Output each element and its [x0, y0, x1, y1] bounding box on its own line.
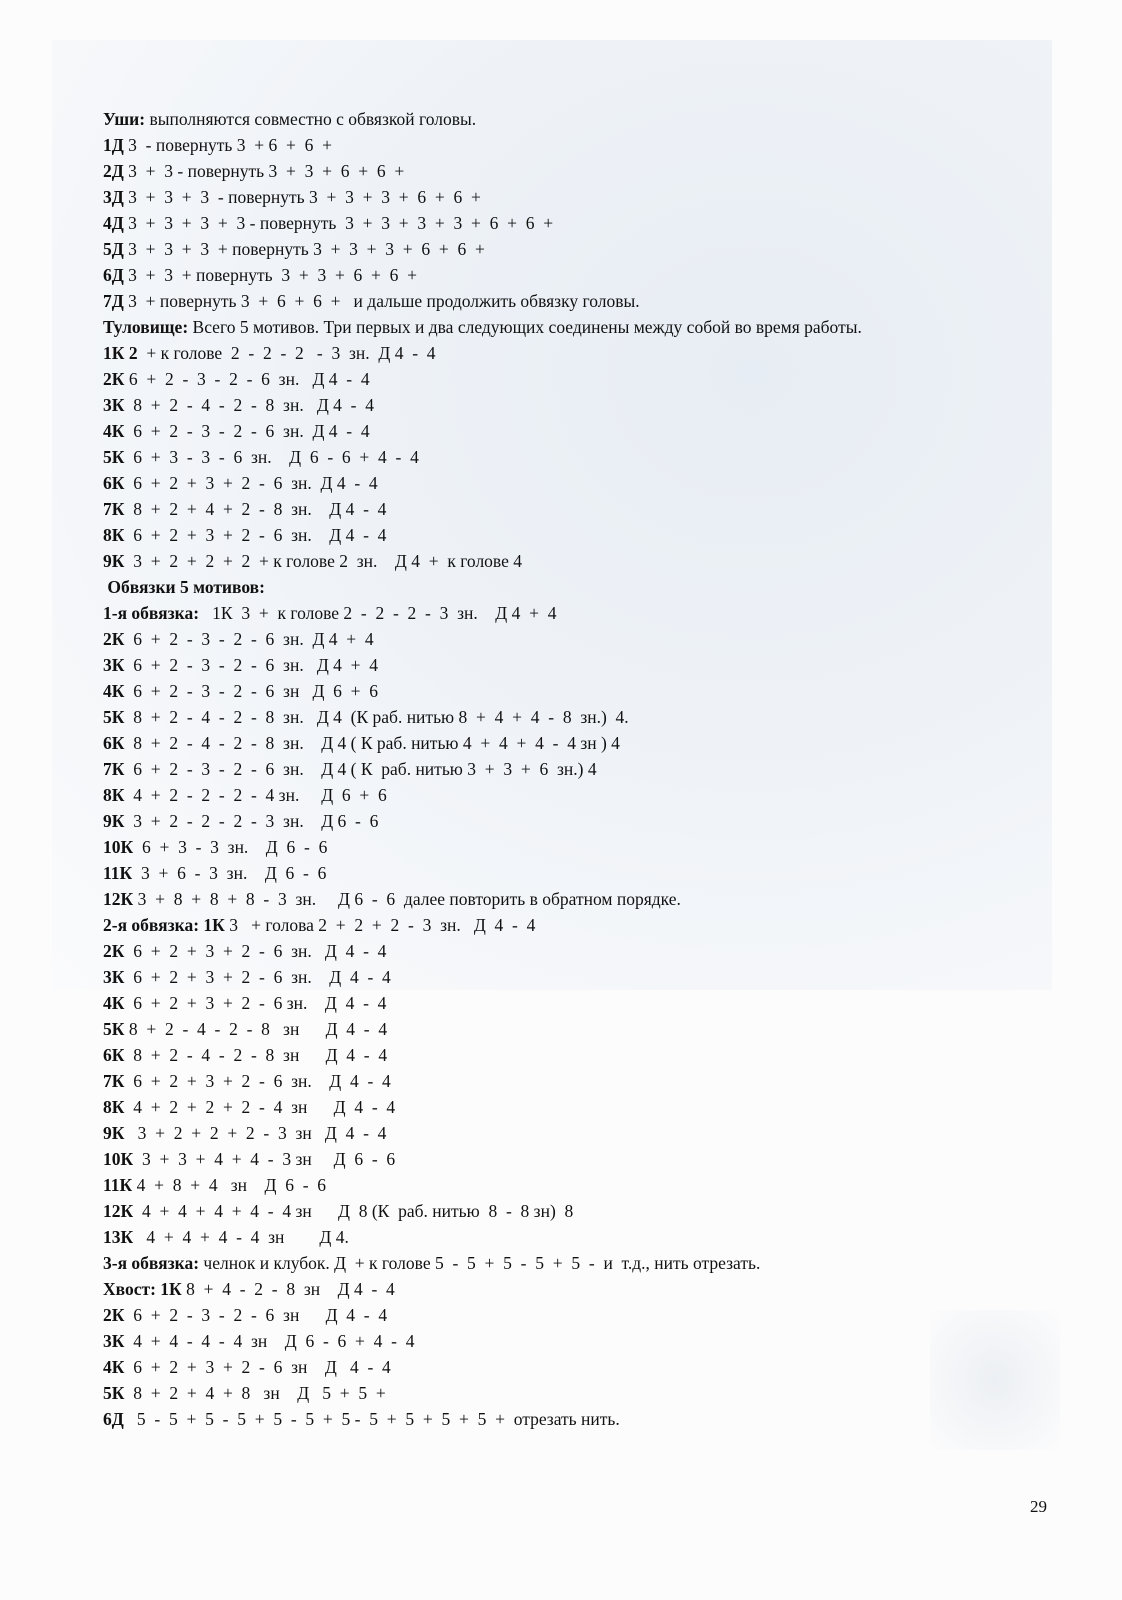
instruction-line: [103, 1302, 1073, 1328]
instruction-line: [103, 1406, 1073, 1432]
instruction-row-label: 1Д: [103, 135, 124, 155]
instruction-row-label: 3К: [103, 967, 125, 987]
instruction-row-label: 7Д: [103, 291, 124, 311]
instruction-row-text: 3 + 3 + 3 + повернуть 3 + 3 + 3 + 6 + 6 +: [123, 239, 485, 259]
instruction-row-label: 4К: [103, 681, 125, 701]
instruction-row-text: 6 + 2 - 3 - 2 - 6 зн. Д 4 - 4: [124, 421, 370, 441]
instruction-line: [103, 418, 1073, 444]
instruction-row-text: челнок и клубок. Д + к голове 5 - 5 + 5 - 5 + 5 - и т.д., нить отрезать.: [199, 1253, 761, 1273]
instruction-row-text: Всего 5 мотивов. Три первых и два следующих соединены между собой во время работы.: [188, 317, 862, 337]
instruction-line: [103, 704, 1073, 730]
instruction-line: [103, 444, 1073, 470]
instruction-row-text: 6 + 2 - 3 - 2 - 6 зн. Д 4 - 4: [124, 369, 370, 389]
instruction-row-label: 10К: [103, 1149, 134, 1169]
instruction-row-text: 4 + 2 - 2 - 2 - 4 зн. Д 6 + 6: [124, 785, 387, 805]
instruction-line: [103, 210, 1073, 236]
instruction-row-label: Хвост: 1К: [103, 1279, 182, 1299]
instruction-row-text: 6 + 2 + 3 + 2 - 6 зн. Д 4 - 4: [124, 967, 391, 987]
instruction-row-text: 6 + 2 + 3 + 2 - 6 зн. Д 4 - 4: [124, 941, 387, 961]
instruction-row-label: 7К: [103, 759, 125, 779]
instruction-row-text: 6 + 2 + 3 + 2 - 6 зн. Д 4 - 4: [124, 1071, 391, 1091]
instruction-line: [103, 132, 1073, 158]
instruction-row-text: 6 + 2 - 3 - 2 - 6 зн. Д 4 + 4: [124, 629, 374, 649]
instruction-line: [103, 782, 1073, 808]
instruction-line: [103, 1146, 1073, 1172]
instructions-text: [103, 106, 1073, 1432]
instruction-line: [103, 1198, 1073, 1224]
instruction-row-label: 3К: [103, 655, 125, 675]
instruction-line: [103, 990, 1073, 1016]
instruction-row-label: 5К: [103, 447, 125, 467]
instruction-line: [103, 158, 1073, 184]
instruction-row-text: 6 + 3 - 3 зн. Д 6 - 6: [133, 837, 328, 857]
instruction-row-text: 3 + 2 + 2 + 2 - 3 зн Д 4 - 4: [124, 1123, 387, 1143]
instruction-row-text: 6 + 2 - 3 - 2 - 6 зн. Д 4 + 4: [124, 655, 379, 675]
instruction-row-text: 8 + 4 - 2 - 8 зн Д 4 - 4: [181, 1279, 395, 1299]
instruction-row-text: 6 + 2 - 3 - 2 - 6 зн Д 4 - 4: [124, 1305, 388, 1325]
instruction-line: [103, 1016, 1073, 1042]
instruction-line: [103, 730, 1073, 756]
instruction-row-text: 6 + 2 + 3 + 2 - 6 зн. Д 4 - 4: [124, 473, 378, 493]
instruction-line: [103, 522, 1073, 548]
instruction-row-text: 3 + 6 - 3 зн. Д 6 - 6: [132, 863, 327, 883]
instruction-row-label: 1К 2: [103, 343, 138, 363]
instruction-row-label: 3-я обвязка:: [103, 1253, 200, 1273]
instruction-row-text: 3 + повернуть 3 + 6 + 6 + и дальше продолжить обвязку головы.: [123, 291, 640, 311]
instruction-row-text: 4 + 4 - 4 - 4 зн Д 6 - 6 + 4 - 4: [124, 1331, 415, 1351]
instruction-line: [103, 808, 1073, 834]
instruction-row-label: 5К: [103, 1383, 125, 1403]
instruction-line: [103, 236, 1073, 262]
instruction-row-label: 7К: [103, 499, 125, 519]
instruction-row-text: 3 + 2 + 2 + 2 + к голове 2 зн. Д 4 + к голове 4: [124, 551, 522, 571]
instruction-line: [103, 366, 1073, 392]
instruction-line: [103, 288, 1073, 314]
instruction-row-text: 8 + 2 + 4 + 2 - 8 зн. Д 4 - 4: [124, 499, 387, 519]
instruction-row-label: 4К: [103, 1357, 125, 1377]
instruction-row-label: 11К: [103, 1175, 133, 1195]
instruction-row-text: 3 + 8 + 8 + 8 - 3 зн. Д 6 - 6 далее повторить в обратном порядке.: [133, 889, 681, 909]
instruction-row-label: 9К: [103, 811, 125, 831]
instruction-line: [103, 496, 1073, 522]
instruction-row-text: 3 + 3 + 3 + 3 - повернуть 3 + 3 + 3 + 3 + 6 + 6 +: [123, 213, 554, 233]
instruction-line: [103, 262, 1073, 288]
instruction-row-text: 6 + 3 - 3 - 6 зн. Д 6 - 6 + 4 - 4: [124, 447, 419, 467]
instruction-row-text: 3 + 2 - 2 - 2 - 3 зн. Д 6 - 6: [124, 811, 379, 831]
instruction-row-text: 6 + 2 + 3 + 2 - 6 зн. Д 4 - 4: [124, 525, 387, 545]
instruction-line: [103, 678, 1073, 704]
instruction-line: [103, 1172, 1073, 1198]
instruction-row-label: 8К: [103, 785, 125, 805]
instruction-row-text: 3 + 3 + повернуть 3 + 3 + 6 + 6 +: [123, 265, 418, 285]
instruction-row-label: 12К: [103, 1201, 134, 1221]
instruction-line: [103, 1328, 1073, 1354]
instruction-row-label: Туловище:: [103, 317, 189, 337]
instruction-row-text: 8 + 2 - 4 - 2 - 8 зн. Д 4 ( К раб. нитью 4 + 4 + 4 - 4 зн ) 4: [124, 733, 620, 753]
instruction-row-text: 3 - повернуть 3 + 6 + 6 +: [123, 135, 333, 155]
instruction-row-label: 2Д: [103, 161, 124, 181]
instruction-line: [103, 1094, 1073, 1120]
instruction-row-label: 7К: [103, 1071, 125, 1091]
instruction-row-label: 6Д: [103, 265, 124, 285]
instruction-line: [103, 1250, 1073, 1276]
instruction-row-label: 5Д: [103, 239, 124, 259]
instruction-row-label: 4Д: [103, 213, 124, 233]
instruction-row-label: 4К: [103, 421, 125, 441]
instruction-row-label: 13К: [103, 1227, 134, 1247]
instruction-line: [103, 886, 1073, 912]
instruction-row-text: 6 + 2 - 3 - 2 - 6 зн Д 6 + 6: [124, 681, 379, 701]
instruction-row-label: 8К: [103, 1097, 125, 1117]
instruction-line: [103, 340, 1073, 366]
instruction-line: [103, 860, 1073, 886]
instruction-line: [103, 600, 1073, 626]
instruction-row-text: 3 + 3 + 3 - повернуть 3 + 3 + 3 + 6 + 6 +: [123, 187, 481, 207]
instruction-row-label: 2К: [103, 941, 125, 961]
instruction-row-text: 8 + 2 + 4 + 8 зн Д 5 + 5 +: [124, 1383, 386, 1403]
instruction-line: [103, 1354, 1073, 1380]
instruction-row-text: 4 + 8 + 4 зн Д 6 - 6: [132, 1175, 327, 1195]
instruction-row-text: 3 + голова 2 + 2 + 2 - 3 зн. Д 4 - 4: [224, 915, 536, 935]
instruction-line: [103, 1120, 1073, 1146]
instruction-line: [103, 314, 1073, 340]
instruction-row-text: + к голове 2 - 2 - 2 - 3 зн. Д 4 - 4: [137, 343, 436, 363]
instruction-row-text: 3 + 3 - повернуть 3 + 3 + 6 + 6 +: [123, 161, 405, 181]
instruction-row-text: 6 + 2 + 3 + 2 - 6 зн Д 4 - 4: [124, 1357, 391, 1377]
instruction-line: [103, 1068, 1073, 1094]
page-number: 29: [1030, 1497, 1047, 1516]
instruction-row-label: 12К: [103, 889, 134, 909]
instruction-row-text: 6 + 2 + 3 + 2 - 6 зн. Д 4 - 4: [124, 993, 387, 1013]
instruction-row-label: 10К: [103, 837, 134, 857]
instruction-row-text: 4 + 2 + 2 + 2 - 4 зн Д 4 - 4: [124, 1097, 396, 1117]
instruction-row-text: 4 + 4 + 4 + 4 - 4 зн Д 8 (К раб. нитью 8 - 8 зн) 8: [133, 1201, 574, 1221]
instruction-line: [103, 392, 1073, 418]
instruction-row-label: 3К: [103, 395, 125, 415]
instruction-row-label: 4К: [103, 993, 125, 1013]
instruction-row-label: 2К: [103, 369, 125, 389]
instruction-row-label: Уши:: [103, 109, 146, 129]
instruction-row-text: 8 + 2 - 4 - 2 - 8 зн Д 4 - 4: [124, 1019, 388, 1039]
instruction-row-label: 3Д: [103, 187, 124, 207]
instruction-row-text: выполняются совместно с обвязкой головы.: [145, 109, 477, 129]
instruction-line: [103, 106, 1073, 132]
instruction-row-label: 9К: [103, 551, 125, 571]
instruction-row-label: 5К: [103, 1019, 125, 1039]
instruction-line: [103, 548, 1073, 574]
instruction-row-text: 8 + 2 - 4 - 2 - 8 зн. Д 4 (К раб. нитью 8 + 4 + 4 - 8 зн.) 4.: [124, 707, 629, 727]
instruction-row-label: 5К: [103, 707, 125, 727]
instruction-line: [103, 964, 1073, 990]
instruction-row-label: 6К: [103, 473, 125, 493]
instruction-line: [103, 1224, 1073, 1250]
instruction-row-label: 8К: [103, 525, 125, 545]
instruction-line: [103, 756, 1073, 782]
instruction-line: [103, 184, 1073, 210]
instruction-row-label: 6К: [103, 733, 125, 753]
instruction-line: [103, 574, 1073, 600]
instruction-row-text: 3 + 3 + 4 + 4 - 3 зн Д 6 - 6: [133, 1149, 396, 1169]
instruction-line: [103, 1042, 1073, 1068]
instruction-row-text: 5 - 5 + 5 - 5 + 5 - 5 + 5 - 5 + 5 + 5 + 5 + отрезать нить.: [123, 1409, 620, 1429]
instruction-line: [103, 1380, 1073, 1406]
instruction-line: [103, 912, 1073, 938]
instruction-row-label: Обвязки 5 мотивов:: [103, 577, 265, 597]
instruction-row-label: 2К: [103, 1305, 125, 1325]
instruction-row-label: 6К: [103, 1045, 125, 1065]
instruction-row-label: 6Д: [103, 1409, 124, 1429]
instruction-row-text: 6 + 2 - 3 - 2 - 6 зн. Д 4 ( К раб. нитью 3 + 3 + 6 зн.) 4: [124, 759, 597, 779]
instruction-row-label: 2-я обвязка: 1К: [103, 915, 225, 935]
instruction-row-label: 2К: [103, 629, 125, 649]
instruction-line: [103, 470, 1073, 496]
instruction-row-text: 8 + 2 - 4 - 2 - 8 зн Д 4 - 4: [124, 1045, 388, 1065]
instruction-row-text: 8 + 2 - 4 - 2 - 8 зн. Д 4 - 4: [124, 395, 374, 415]
instruction-row-label: 3К: [103, 1331, 125, 1351]
instruction-row-text: 4 + 4 + 4 - 4 зн Д 4.: [133, 1227, 349, 1247]
instruction-row-label: 11К: [103, 863, 133, 883]
instruction-line: [103, 938, 1073, 964]
instruction-row-text: 1К 3 + к голове 2 - 2 - 2 - 3 зн. Д 4 + 4: [199, 603, 557, 623]
instruction-line: [103, 1276, 1073, 1302]
instruction-row-label: 1-я обвязка:: [103, 603, 200, 623]
instruction-line: [103, 834, 1073, 860]
instruction-line: [103, 626, 1073, 652]
instruction-line: [103, 652, 1073, 678]
instruction-row-label: 9К: [103, 1123, 125, 1143]
